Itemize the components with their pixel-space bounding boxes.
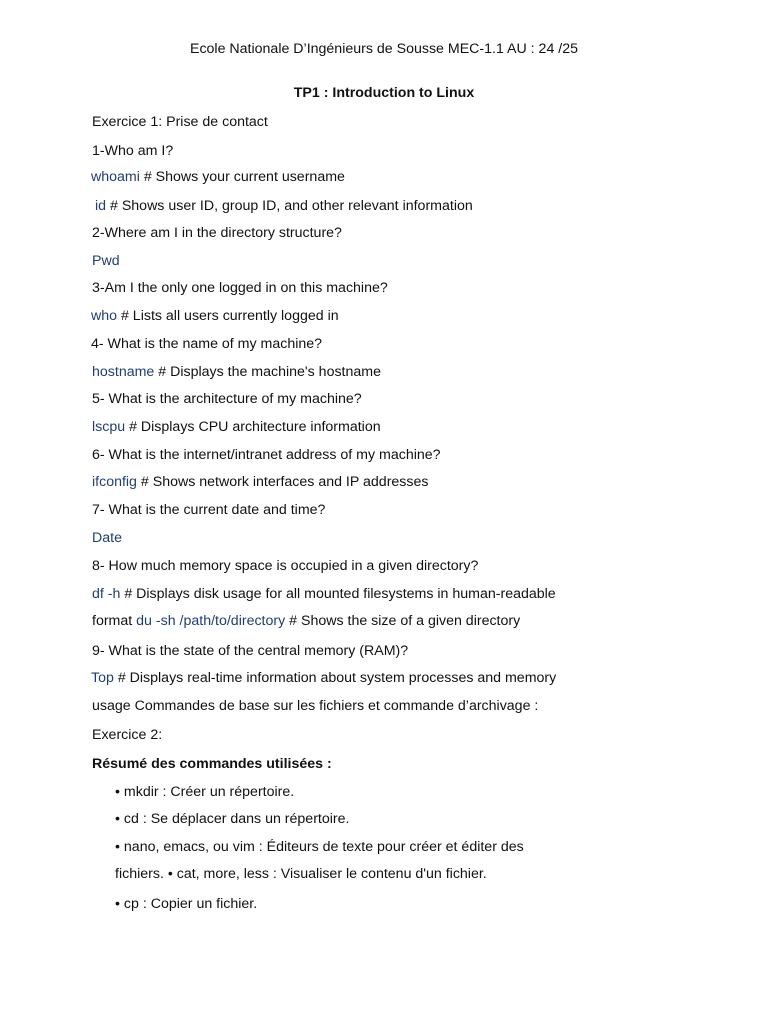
df-command: df -h xyxy=(92,586,121,602)
question-1: 1-Who am I? xyxy=(92,143,174,159)
top-command: Top xyxy=(91,670,114,686)
whoami-description: # Shows your current username xyxy=(139,169,345,185)
page-header: Ecole Nationale D’Ingénieurs de Sousse MEC-1.1 AU : 24 /25 xyxy=(189,41,578,57)
exercise-2-title: Exercice 2: xyxy=(92,727,163,743)
usage-line: usage Commandes de base sur les fichiers et commande d’archivage : xyxy=(92,698,539,714)
df-line xyxy=(92,585,556,603)
top-line xyxy=(91,669,556,687)
who-line xyxy=(91,307,339,325)
hostname-line xyxy=(92,363,381,381)
bullet-viewers: fichiers. • cat, more, less : Visualiser le contenu d'un fichier. xyxy=(115,866,487,882)
du-description: # Shows the size of a given directory xyxy=(285,613,521,629)
bullet-cd: • cd : Se déplacer dans un répertoire. xyxy=(115,811,350,827)
ifconfig-command: ifconfig xyxy=(92,474,137,490)
question-6: 6- What is the internet/intranet address of my machine? xyxy=(92,447,441,463)
id-command: id xyxy=(95,198,107,214)
exercise-1-title: Exercice 1: Prise de contact xyxy=(92,114,268,130)
top-description: # Displays real-time information about system processes and memory xyxy=(113,670,557,686)
question-2: 2-Where am I in the directory structure? xyxy=(92,225,342,241)
bullet-mkdir: • mkdir : Créer un répertoire. xyxy=(115,784,295,800)
who-command: who xyxy=(91,308,118,324)
hostname-description: # Displays the machine's hostname xyxy=(154,364,381,380)
du-command: du -sh /path/to/directory xyxy=(136,613,286,629)
du-line xyxy=(92,612,520,630)
date-command: Date xyxy=(92,530,122,546)
lscpu-command: lscpu xyxy=(92,419,126,435)
question-8: 8- How much memory space is occupied in a given directory? xyxy=(92,558,479,574)
ifconfig-line xyxy=(92,473,428,491)
bullet-cp: • cp : Copier un fichier. xyxy=(115,896,258,912)
whoami-command: whoami xyxy=(91,169,140,185)
question-9: 9- What is the state of the central memory (RAM)? xyxy=(92,643,409,659)
whoami-line xyxy=(91,168,345,186)
id-line xyxy=(95,197,473,215)
df-description: # Displays disk usage for all mounted filesystems in human-readable xyxy=(120,586,556,602)
question-4: 4- What is the name of my machine? xyxy=(91,336,323,352)
summary-title: Résumé des commandes utilisées : xyxy=(92,756,332,772)
pwd-command: Pwd xyxy=(92,253,120,269)
format-prefix: format xyxy=(92,613,137,629)
lscpu-description: # Displays CPU architecture information xyxy=(125,419,381,435)
hostname-command: hostname xyxy=(92,364,155,380)
ifconfig-description: # Shows network interfaces and IP addresses xyxy=(136,474,429,490)
page-title: TP1 : Introduction to Linux xyxy=(293,85,475,101)
who-description: # Lists all users currently logged in xyxy=(117,308,339,324)
question-7: 7- What is the current date and time? xyxy=(92,502,326,518)
bullet-editors: • nano, emacs, ou vim : Éditeurs de texte pour créer et éditer des xyxy=(115,839,524,855)
question-3: 3-Am I the only one logged in on this machine? xyxy=(92,280,388,296)
question-5: 5- What is the architecture of my machine? xyxy=(92,391,362,407)
id-description: # Shows user ID, group ID, and other relevant information xyxy=(106,198,473,214)
lscpu-line xyxy=(92,418,381,436)
